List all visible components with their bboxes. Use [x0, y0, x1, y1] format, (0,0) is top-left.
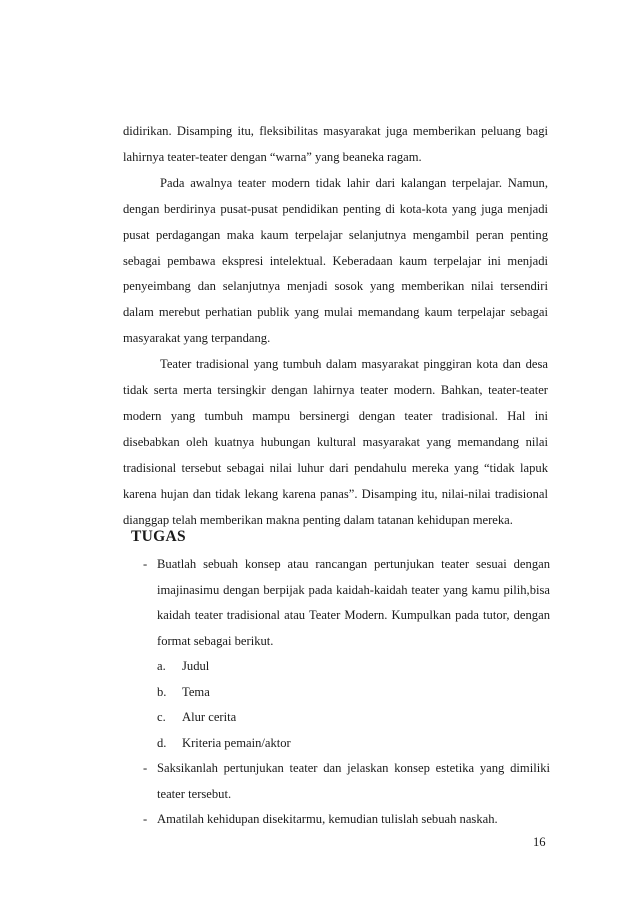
page-number: 16: [533, 835, 546, 849]
task-item: [120, 807, 550, 833]
format-item-letter: b.: [157, 684, 167, 699]
format-item-text: Kriteria pemain/aktor: [182, 735, 291, 750]
section-heading-tugas: TUGAS: [131, 528, 186, 545]
task-bullet: -: [143, 812, 148, 826]
paragraph-teater-tradisional: Teater tradisional yang tumbuh dalam masyarakat pinggiran kota dan desa tidak serta merta tersingkir dengan lahirnya teater modern. Bahkan, teater-teater modern yang tumbuh mampu bersinergi dengan teater tradisional. Hal ini disebabkan oleh kuatnya hubungan kultural masyarakat yang memandang nilai tradisional tersebut sebagai nilai luhur dari pendahulu mereka yang “tidak lapuk karena hujan dan tidak lekang karena panas”. Disamping itu, nilai-nilai tradisional dianggap telah memberikan makna penting dalam tatanan kehidupan mereka.: [123, 357, 548, 527]
format-item-text: Tema: [182, 684, 210, 699]
format-item: [157, 680, 550, 706]
paragraph-teater-modern: Pada awalnya teater modern tidak lahir dari kalangan terpelajar. Namun, dengan berdirinya pusat-pusat pendidikan penting di kota-kota yang juga menjadi pusat perdagangan maka kaum terpelajar selanjutnya mengambil peran penting sebagai pembawa ekspresi intelektual. Keberadaan kaum terpelajar ini menjadi penyeimbang dan selanjutnya menjadi sosok yang memberikan nilai tersendiri dalam merebut perhatian publik yang mulai memandang kaum terpelajar sebagai masyarakat yang terpandang.: [123, 175, 548, 346]
format-list: [157, 654, 550, 756]
task-list: [120, 552, 550, 833]
format-item-text: Alur cerita: [182, 710, 237, 724]
format-item-letter: d.: [157, 735, 167, 750]
task-item: [120, 552, 550, 756]
format-item: [157, 705, 550, 731]
format-item: [157, 731, 550, 757]
format-item-letter: c.: [157, 710, 166, 724]
format-item: [157, 654, 550, 680]
paragraph-continuation: didirikan. Disamping itu, fleksibilitas masyarakat juga memberikan peluang bagi lahirnya teater-teater dengan “warna” yang beaneka ragam.: [123, 124, 548, 164]
body-text: [123, 119, 548, 534]
task-text: Saksikanlah pertunjukan teater dan jelaskan konsep estetika yang dimiliki teater tersebut.: [157, 761, 550, 801]
format-item-text: Judul: [182, 659, 210, 673]
task-text: Buatlah sebuah konsep atau rancangan pertunjukan teater sesuai dengan imajinasimu dengan berpijak pada kaidah-kaidah teater yang kamu pilih,bisa kaidah teater tradisional atau Teater Modern. Kumpulkan pada tutor, dengan format sebagai berikut.: [157, 557, 550, 648]
task-item: [120, 756, 550, 807]
task-bullet: -: [143, 761, 148, 775]
task-text: Amatilah kehidupan disekitarmu, kemudian tulislah sebuah naskah.: [157, 812, 498, 826]
task-bullet: -: [143, 557, 148, 571]
format-item-letter: a.: [157, 659, 166, 673]
